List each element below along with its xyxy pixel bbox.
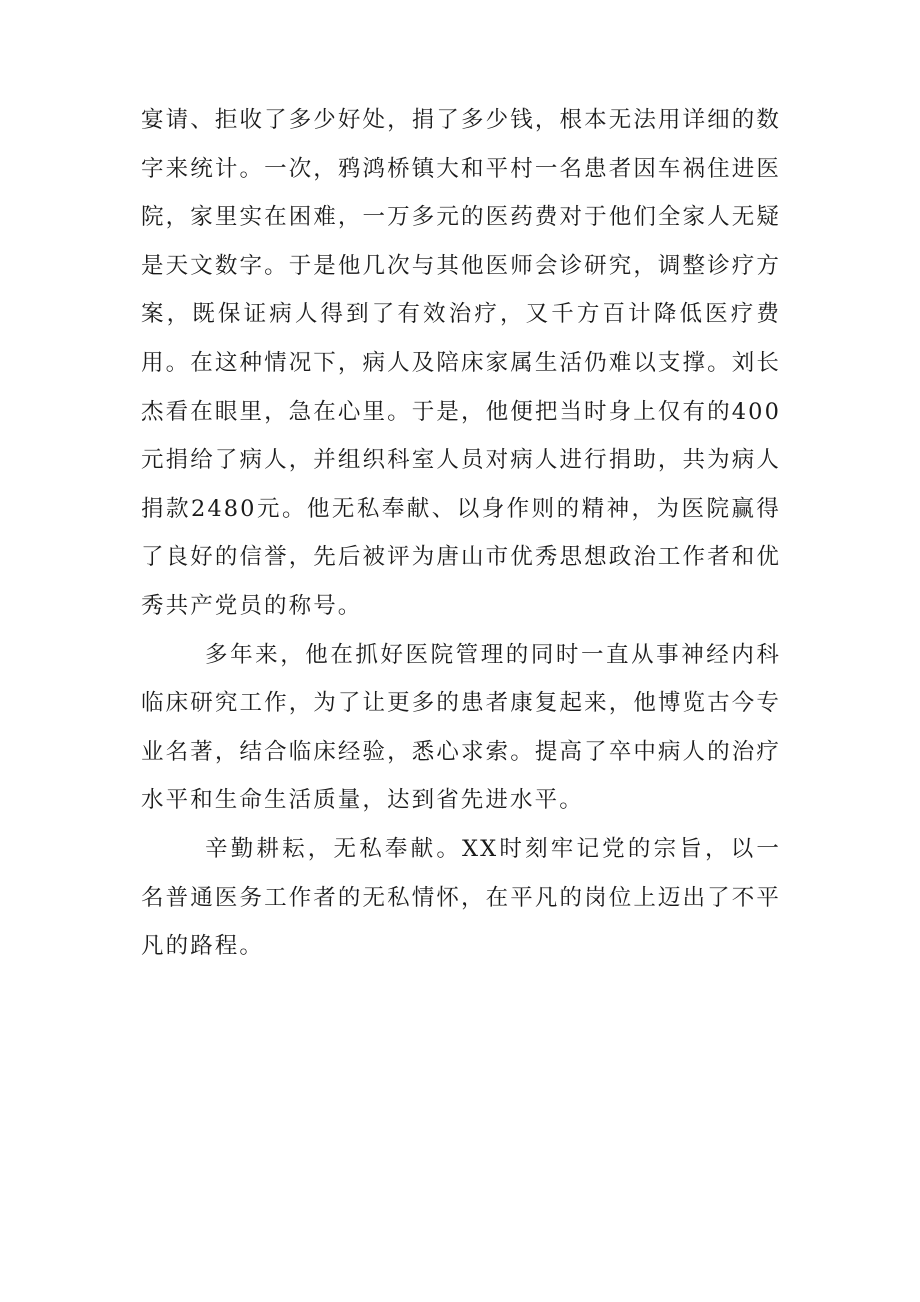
- paragraph-conclusion: 辛勤耕耘，无私奉献。XX时刻牢记党的宗旨，以一名普通医务工作者的无私情怀，在平凡的岗位上迈出了不平凡的路程。: [141, 835, 781, 960]
- paragraph-research: 多年来，他在抓好医院管理的同时一直从事神经内科临床研究工作，为了让更多的患者康复起来，他博览古今专业名著，结合临床经验，悉心求索。提高了卒中病人的治疗水平和生命生活质量，达到省先进水平。: [141, 641, 781, 814]
- document-body: [141, 96, 781, 971]
- paragraph-continuation: 宴请、拒收了多少好处，捐了多少钱，根本无法用详细的数字来统计。一次，鸦鸿桥镇大和平村一名患者因车祸住进医院，家里实在困难，一万多元的医药费对于他们全家人无疑是天文数字。于是他几次与其他医师会诊研究，调整诊疗方案，既保证病人得到了有效治疗，又千方百计降低医疗费用。在这种情况下，病人及陪床家属生活仍难以支撑。刘长杰看在眼里，急在心里。于是，他便把当时身上仅有的400元捐给了病人，并组织科室人员对病人进行捐助，共为病人捐款2480元。他无私奉献、以身作则的精神，为医院赢得了良好的信誉，先后被评为唐山市优秀思想政治工作者和优秀共产党员的称号。: [141, 107, 781, 619]
